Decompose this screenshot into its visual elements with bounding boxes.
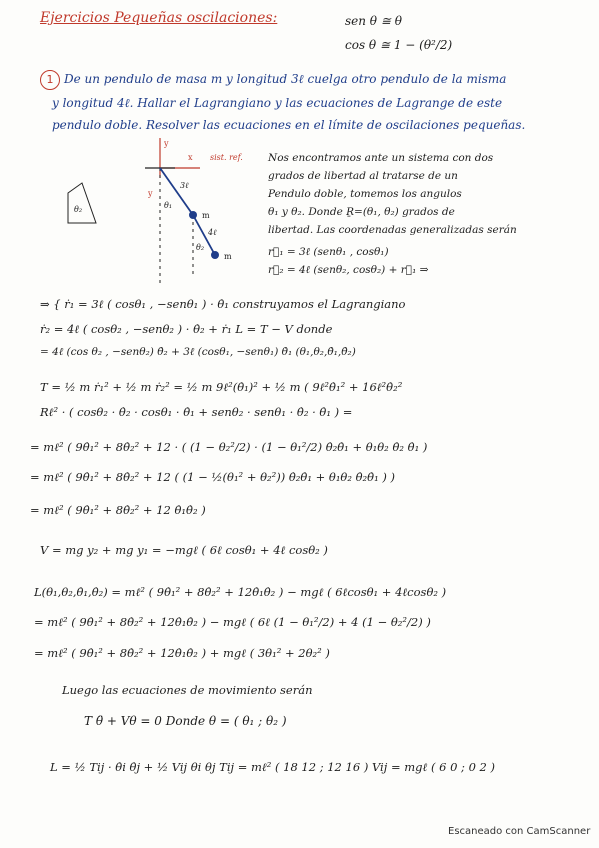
length-1-label: 3ℓ bbox=[180, 181, 189, 190]
theta-2-label: θ₂ bbox=[196, 243, 205, 252]
kinetic-line-2: Rℓ² · ( cosθ₂ · θ̇₂ · cosθ₁ · θ̇₁ + senθ₂ · senθ₁ · θ̇₂ · θ̇₁ ) = bbox=[40, 405, 353, 419]
lagrangian-line-1: L(θ₁,θ₂,θ̇₁,θ̇₂) = mℓ² ( 9θ̇₁² + 8θ̇₂² + 12θ̇₁θ̇₂ ) − mgℓ ( 6ℓcosθ₁ + 4ℓcosθ₂ ) bbox=[34, 585, 447, 599]
matrix-form: L = ½ Tij · θ̇i θ̇j + ½ Vij θi θj Tij = mℓ² ( 18 12 ; 12 16 ) Vij = mgℓ ( 6 0 ; 0 2 ) bbox=[50, 760, 496, 774]
side-theta-label: θ₂ bbox=[74, 205, 83, 214]
note-line-3: Pendulo doble, tomemos los angulos bbox=[268, 188, 462, 200]
equation-of-motion: T θ̈ + Vθ = 0 Donde θ = ( θ₁ ; θ₂ ) bbox=[84, 714, 287, 728]
y-coordinate-label: y bbox=[148, 189, 153, 198]
kinetic-line-4: = mℓ² ( 9θ̇₁² + 8θ̇₂² + 12 ( (1 − ½(θ₁² + θ₂²)) θ̇₂θ̇₁ + θ₁θ₂ θ̇₂θ̇₁ ) ) bbox=[30, 470, 395, 484]
problem-line-3: pendulo doble. Resolver las ecuaciones en el límite de oscilaciones pequeñas. bbox=[52, 118, 526, 132]
problem-line-2: y longitud 4ℓ. Hallar el Lagrangiano y las ecuaciones de Lagrange de este bbox=[52, 96, 503, 110]
velocity-line-2: ṙ₂ = 4ℓ ( cosθ₂ , −senθ₂ ) · θ̇₂ + ṙ₁ L = T − V donde bbox=[40, 322, 333, 336]
problem-line-1: De un pendulo de masa m y longitud 3ℓ cuelga otro pendulo de la misma bbox=[64, 72, 507, 86]
theta-1-label: θ₁ bbox=[164, 201, 173, 210]
equations-intro: Luego las ecuaciones de movimiento serán bbox=[62, 683, 313, 697]
approx-cos: cos θ ≅ 1 − (θ²/2) bbox=[345, 38, 453, 52]
side-triangle-sketch bbox=[68, 183, 96, 223]
kinetic-line-3: = mℓ² ( 9θ̇₁² + 8θ̇₂² + 12 · ( (1 − θ₂²/2) · (1 − θ₁²/2) θ̇₂θ̇₁ + θ₁θ₂ θ̇₂ θ̇₁ ) bbox=[30, 440, 428, 454]
problem-number: 1 bbox=[40, 70, 60, 90]
approx-sin: sen θ ≅ θ bbox=[345, 14, 402, 28]
note-line-7: r⃗₂ = 4ℓ (senθ₂, cosθ₂) + r⃗₁ ⇒ bbox=[268, 264, 429, 276]
note-line-2: grados de libertad al tratarse de un bbox=[268, 170, 458, 182]
note-line-1: Nos encontramos ante un sistema con dos bbox=[268, 152, 494, 164]
double-pendulum-diagram bbox=[60, 138, 260, 288]
axis-x-label: x bbox=[188, 153, 193, 162]
velocity-line-1: ⇒ { ṙ₁ = 3ℓ ( cosθ₁ , −senθ₁ ) · θ̇₁ construyamos el Lagrangiano bbox=[40, 297, 406, 311]
note-line-4: θ₁ y θ₂. Donde Ṟ=(θ₁, θ₂) grados de bbox=[268, 206, 455, 218]
kinetic-line-1: T = ½ m ṙ₁² + ½ m ṙ₂² = ½ m 9ℓ²(θ̇₁)² + ½ m ( 9ℓ²θ̇₁² + 16ℓ²θ̇₂² bbox=[40, 380, 403, 394]
page-title: Ejercicios Pequeñas oscilaciones: bbox=[40, 10, 278, 26]
mass-2 bbox=[211, 251, 219, 259]
mass-1 bbox=[189, 211, 197, 219]
kinetic-line-5: = mℓ² ( 9θ̇₁² + 8θ̇₂² + 12 θ̇₁θ̇₂ ) bbox=[30, 503, 206, 517]
note-line-6: r⃗₁ = 3ℓ (senθ₁ , cosθ₁) bbox=[268, 246, 389, 258]
mass-1-label: m bbox=[202, 211, 210, 220]
ref-system-label: sist. ref. bbox=[210, 153, 243, 162]
lagrangian-line-2: = mℓ² ( 9θ̇₁² + 8θ̇₂² + 12θ̇₁θ̇₂ ) − mgℓ ( 6ℓ (1 − θ₁²/2) + 4 (1 − θ₂²/2) ) bbox=[34, 615, 431, 629]
mass-2-label: m bbox=[224, 252, 232, 261]
length-2-label: 4ℓ bbox=[208, 228, 217, 237]
axis-y-label: y bbox=[164, 139, 169, 148]
note-line-5: libertad. Las coordenadas generalizadas serán bbox=[268, 224, 517, 236]
scanner-watermark: Escaneado con CamScanner bbox=[448, 826, 591, 837]
lagrangian-line-3: = mℓ² ( 9θ̇₁² + 8θ̇₂² + 12θ̇₁θ̇₂ ) + mgℓ ( 3θ₁² + 2θ₂² ) bbox=[34, 646, 330, 660]
velocity-line-3: = 4ℓ (cos θ₂ , −senθ₂) θ̇₂ + 3ℓ (cosθ₁, −senθ₁) θ̇₁ (θ₁,θ₂,θ̇₁,θ̇₂) bbox=[40, 346, 356, 358]
potential-line: V = mg y₂ + mg y₁ = −mgℓ ( 6ℓ cosθ₁ + 4ℓ cosθ₂ ) bbox=[40, 543, 328, 557]
